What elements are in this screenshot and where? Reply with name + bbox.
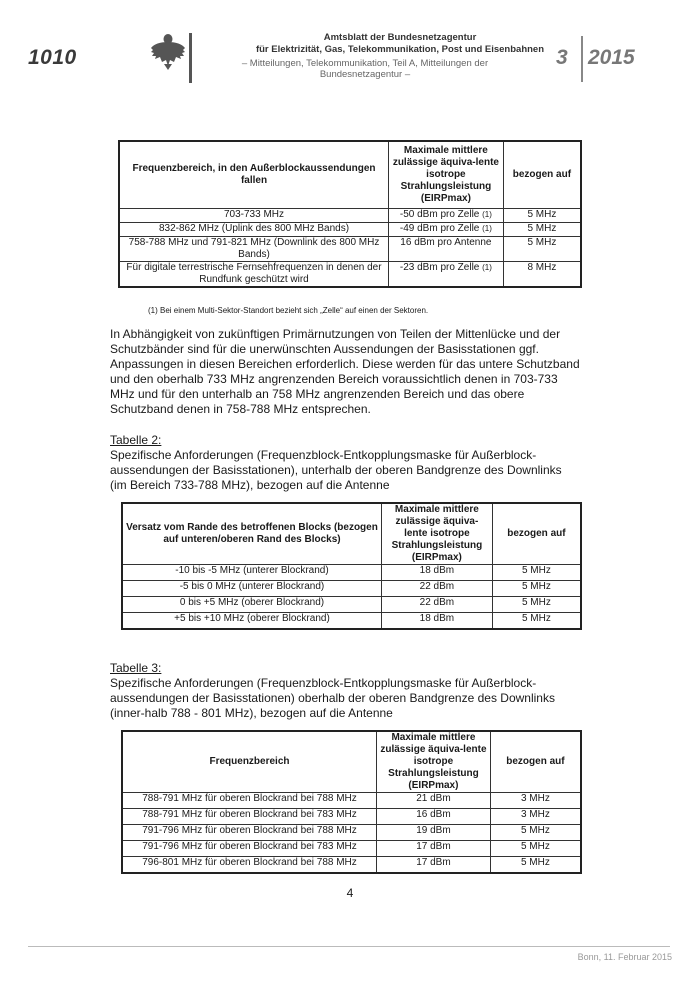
- table2-caption: [110, 433, 580, 493]
- cell-range: 796-801 MHz für oberen Blockrand bei 788 MHz: [122, 857, 377, 874]
- cell-reference: 5 MHz: [490, 841, 581, 857]
- cell-power: 22 dBm: [381, 597, 492, 613]
- table-row: [122, 597, 581, 613]
- gazette-title: [200, 32, 600, 56]
- table-row: [122, 809, 581, 825]
- table-row: [119, 237, 581, 262]
- cell-reference: 5 MHz: [503, 237, 581, 262]
- table-row: [122, 581, 581, 597]
- table-row: [122, 825, 581, 841]
- gazette-subtitle: – Mitteilungen, Telekommunikation, Teil A, Mitteilungen der Bundesnetzagentur –: [241, 58, 489, 80]
- table-row: [122, 613, 581, 630]
- cell-power: -23 dBm pro Zelle (1): [389, 262, 504, 288]
- cell-range: 788-791 MHz für oberen Blockrand bei 788 MHz: [122, 793, 377, 809]
- column-header-eirp: Maximale mittlere zulässige äquiva-lente isotrope Strahlungsleistung (EIRPmax): [389, 141, 504, 209]
- cell-power: 22 dBm: [381, 581, 492, 597]
- column-header-reference: bezogen auf: [490, 731, 581, 793]
- cell-range: 788-791 MHz für oberen Blockrand bei 783 MHz: [122, 809, 377, 825]
- table-footnote: (1) Bei einem Multi-Sektor-Standort bezieht sich „Zelle“ auf einen der Sektoren.: [148, 306, 429, 315]
- cell-power: -50 dBm pro Zelle (1): [389, 209, 504, 223]
- cell-offset: +5 bis +10 MHz (oberer Blockrand): [122, 613, 381, 630]
- cell-power: 16 dBm pro Antenne: [389, 237, 504, 262]
- table2-caption-label: Tabelle 2:: [110, 433, 162, 447]
- cell-reference: 5 MHz: [492, 565, 581, 581]
- inner-page-number: 4: [346, 886, 354, 900]
- footer-divider: [28, 946, 670, 947]
- column-header-eirp: Maximale mittlere zulässige äquiva-lente isotrope Strahlungsleistung (EIRPmax): [377, 731, 491, 793]
- cell-reference: 5 MHz: [490, 825, 581, 841]
- cell-range: 832-862 MHz (Uplink des 800 MHz Bands): [119, 223, 389, 237]
- footnote-marker: (1): [482, 224, 492, 233]
- cell-reference: 3 MHz: [490, 793, 581, 809]
- body-paragraph: In Abhängigkeit von zukünftigen Primärnutzungen von Teilen der Mittenlücke und der Schutzbänder sind für die unerwünschten Aussendungen der Basisstationen ggf. Anpassungen in diesen Bereichen erforderlich. Diese werden für das untere Schutzband und den oberhalb 733 MHz angrenzenden Bereich voraussichtlich denen in 703-733 MHz und für den unterhalb an 758 MHz angrenzenden Bereich und das obere Schutzband denen in 758-788 MHz entsprechen.: [110, 327, 580, 416]
- issue-year: 2015: [588, 46, 635, 69]
- column-header-frequency-range: Frequenzbereich, in den Außerblockaussendungen fallen: [119, 141, 389, 209]
- cell-power: 19 dBm: [377, 825, 491, 841]
- table-row: [119, 223, 581, 237]
- column-header-frequency-range: Frequenzbereich: [122, 731, 377, 793]
- table2-caption-text: Spezifische Anforderungen (Frequenzblock-Entkopplungsmaske für Außerblock-aussendungen der Basisstationen), unterhalb der oberen Bandgrenze des Downlinks (im Bereich 733-788 MHz), bezogen auf die Antenne: [110, 448, 562, 492]
- footnote-marker: (1): [482, 263, 492, 272]
- header-divider: [189, 33, 192, 83]
- cell-reference: 8 MHz: [503, 262, 581, 288]
- issue-number: 3: [556, 46, 568, 69]
- table3-caption-text: Spezifische Anforderungen (Frequenzblock-Entkopplungsmaske für Außerblock-aussendungen der Basisstationen) oberhalb der oberen Bandgrenze des Downlinks (inner-halb 788 - 801 MHz), bezogen auf die Antenne: [110, 676, 555, 720]
- issue-divider: [581, 36, 583, 82]
- cell-range: 791-796 MHz für oberen Blockrand bei 783 MHz: [122, 841, 377, 857]
- footer-date: Bonn, 11. Februar 2015: [577, 952, 672, 962]
- column-header-reference: bezogen auf: [503, 141, 581, 209]
- cell-reference: 5 MHz: [492, 613, 581, 630]
- cell-power: 17 dBm: [377, 841, 491, 857]
- emission-limits-table: [118, 140, 582, 288]
- cell-range: 791-796 MHz für oberen Blockrand bei 788 MHz: [122, 825, 377, 841]
- cell-power: -49 dBm pro Zelle (1): [389, 223, 504, 237]
- cell-range: 703-733 MHz: [119, 209, 389, 223]
- cell-reference: 3 MHz: [490, 809, 581, 825]
- table-row: [122, 565, 581, 581]
- cell-reference: 5 MHz: [492, 581, 581, 597]
- table3-caption-label: Tabelle 3:: [110, 661, 162, 675]
- block-edge-mask-table-below: [121, 502, 582, 630]
- table-row: [119, 262, 581, 288]
- cell-reference: 5 MHz: [503, 209, 581, 223]
- cell-range: Für digitale terrestrische Fernsehfrequenzen in denen der Rundfunk geschützt wird: [119, 262, 389, 288]
- table-row: [122, 841, 581, 857]
- column-header-offset: Versatz vom Rande des betroffenen Blocks (bezogen auf unteren/oberen Rand des Blocks): [122, 503, 381, 565]
- table-row: [122, 793, 581, 809]
- federal-eagle-icon: [150, 30, 186, 70]
- table-row: [122, 857, 581, 874]
- column-header-eirp: Maximale mittlere zulässige äquiva-lente isotrope Strahlungsleistung (EIRPmax): [381, 503, 492, 565]
- cell-offset: 0 bis +5 MHz (oberer Blockrand): [122, 597, 381, 613]
- cell-power: 16 dBm: [377, 809, 491, 825]
- cell-power: 18 dBm: [381, 565, 492, 581]
- table3-caption: [110, 661, 580, 721]
- cell-power: 21 dBm: [377, 793, 491, 809]
- block-edge-mask-table-above: [121, 730, 582, 874]
- cell-offset: -5 bis 0 MHz (unterer Blockrand): [122, 581, 381, 597]
- cell-reference: 5 MHz: [490, 857, 581, 874]
- cell-offset: -10 bis -5 MHz (unterer Blockrand): [122, 565, 381, 581]
- cell-reference: 5 MHz: [492, 597, 581, 613]
- cell-reference: 5 MHz: [503, 223, 581, 237]
- table-row: [119, 209, 581, 223]
- cell-power: 18 dBm: [381, 613, 492, 630]
- gazette-title-line2: für Elektrizität, Gas, Telekommunikation, Post und Eisenbahnen: [255, 44, 545, 55]
- footnote-marker: (1): [482, 210, 492, 219]
- column-header-reference: bezogen auf: [492, 503, 581, 565]
- cell-power: 17 dBm: [377, 857, 491, 874]
- gazette-title-line1: Amtsblatt der Bundesnetzagentur: [323, 32, 477, 43]
- cell-range: 758-788 MHz und 791-821 MHz (Downlink des 800 MHz Bands): [119, 237, 389, 262]
- page-number: 1010: [28, 46, 77, 69]
